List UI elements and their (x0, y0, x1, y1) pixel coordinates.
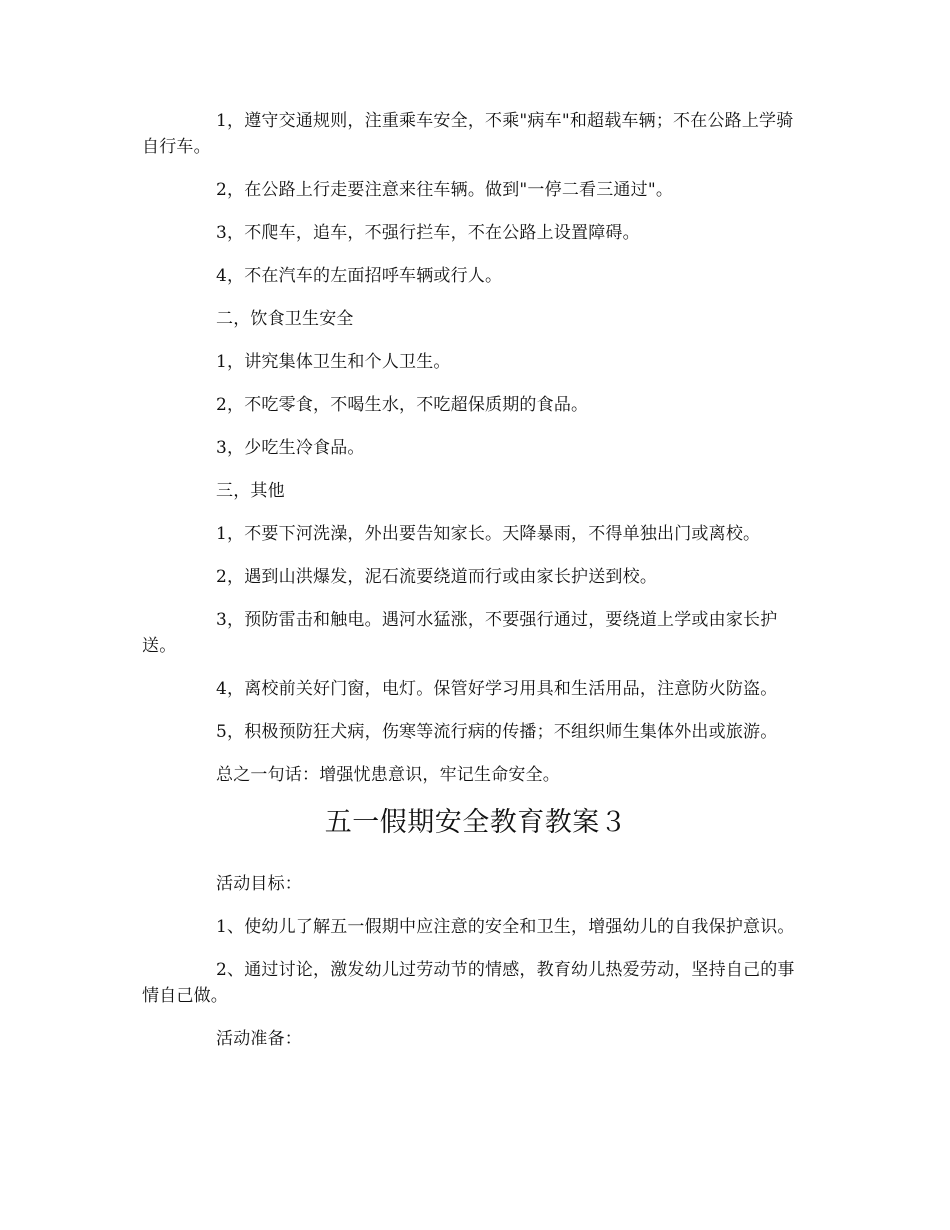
paragraph-food-1: 1，讲究集体卫生和个人卫生。 (216, 352, 451, 372)
lesson-plan-title: 五一假期安全教育教案３ (324, 807, 628, 838)
document-body (142, 108, 810, 1069)
paragraph-activity-prep-label: 活动准备： (216, 1029, 302, 1049)
paragraph-summary: 总之一句话：增强忧患意识，牢记生命安全。 (216, 765, 560, 785)
section-heading-food-safety: 二，饮食卫生安全 (216, 309, 354, 329)
paragraph-other-2: 2，遇到山洪爆发，泥石流要绕道而行或由家长护送到校。 (216, 567, 658, 587)
section-heading-other: 三，其他 (216, 481, 285, 501)
paragraph-activity-goals-label: 活动目标： (216, 874, 302, 894)
paragraph-traffic-1: 1，遵守交通规则，注重乘车安全，不乘"病车"和超载车辆；不在公路上学骑自行车。 (142, 111, 794, 157)
paragraph-traffic-2: 2，在公路上行走要注意来往车辆。做到"一停二看三通过"。 (216, 180, 674, 200)
paragraph-traffic-3: 3，不爬车，追车，不强行拦车，不在公路上设置障碍。 (216, 223, 640, 243)
paragraph-other-4: 4，离校前关好门窗，电灯。保管好学习用具和生活用品，注意防火防盗。 (216, 679, 778, 699)
paragraph-other-5: 5，积极预防狂犬病，伤寒等流行病的传播；不组织师生集体外出或旅游。 (216, 722, 778, 742)
paragraph-traffic-4: 4，不在汽车的左面招呼车辆或行人。 (216, 266, 503, 286)
paragraph-food-3: 3，少吃生冷食品。 (216, 438, 365, 458)
paragraph-food-2: 2，不吃零食，不喝生水，不吃超保质期的食品。 (216, 395, 589, 415)
paragraph-activity-goal-2: 2、通过讨论，激发幼儿过劳动节的情感，教育幼儿热爱劳动，坚持自己的事情自己做。 (142, 960, 795, 1006)
paragraph-activity-goal-1: 1、使幼儿了解五一假期中应注意的安全和卫生，增强幼儿的自我保护意识。 (216, 917, 795, 937)
paragraph-other-1: 1，不要下河洗澡，外出要告知家长。天降暴雨，不得单独出门或离校。 (216, 524, 761, 544)
paragraph-other-3: 3，预防雷击和触电。遇河水猛涨，不要强行通过，要绕道上学或由家长护送。 (142, 610, 778, 656)
